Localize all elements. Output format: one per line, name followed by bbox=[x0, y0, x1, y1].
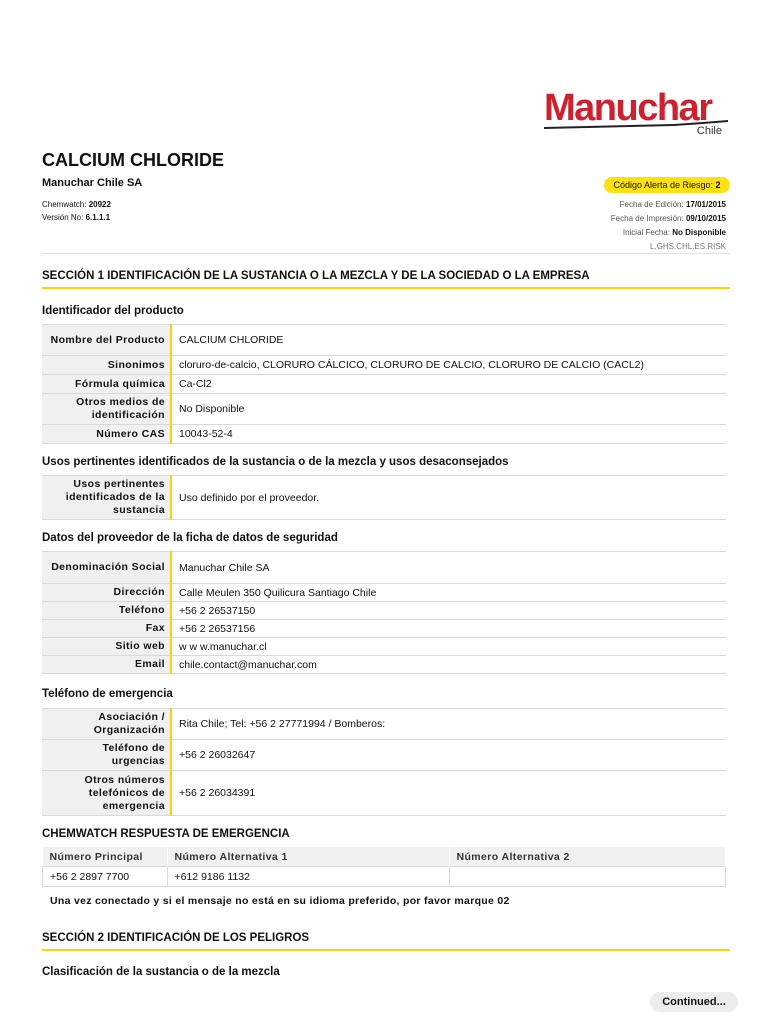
chemwatch-heading: CHEMWATCH RESPUESTA DE EMERGENCIA bbox=[42, 828, 290, 840]
row-key: Dirección bbox=[42, 584, 171, 602]
row-key: Número CAS bbox=[42, 425, 171, 444]
version-label: Versión No: bbox=[42, 213, 84, 222]
manuchar-logo bbox=[540, 88, 730, 142]
row-key: Teléfono bbox=[42, 602, 171, 620]
table-row bbox=[42, 620, 726, 638]
table-cell: +56 2 2897 7700 bbox=[43, 867, 168, 887]
emergency-phone-table bbox=[42, 708, 726, 816]
email-value[interactable]: chile.contact@manuchar.com bbox=[171, 656, 726, 674]
table-row bbox=[42, 425, 726, 444]
logo-text: Manuchar bbox=[544, 87, 712, 129]
website-value[interactable]: w w w.manuchar.cl bbox=[171, 638, 726, 656]
version-value: 6.1.1.1 bbox=[85, 213, 111, 222]
table-row bbox=[42, 356, 726, 375]
table-row bbox=[42, 584, 726, 602]
section-1-title: SECCIÓN 1 IDENTIFICACIÓN DE LA SUSTANCIA O LA MEZCLA Y DE LA SOCIEDAD O LA EMPRESA bbox=[42, 270, 590, 282]
row-key: Fax bbox=[42, 620, 171, 638]
row-key: Fórmula química bbox=[42, 375, 171, 394]
table-row bbox=[42, 325, 726, 356]
table-cell bbox=[449, 867, 726, 887]
edition-date-label: Fecha de Edición: bbox=[619, 200, 684, 209]
row-key: Email bbox=[42, 656, 171, 674]
row-value: CALCIUM CHLORIDE bbox=[171, 325, 726, 356]
document-dates bbox=[611, 198, 726, 254]
supplier-table bbox=[42, 551, 726, 674]
product-id-table bbox=[42, 324, 726, 444]
table-row bbox=[42, 740, 726, 771]
classification-heading: Clasificación de la sustancia o de la mezcla bbox=[42, 966, 280, 978]
column-header: Número Alternativa 2 bbox=[449, 847, 726, 867]
table-row bbox=[42, 552, 726, 584]
row-key: Sitio web bbox=[42, 638, 171, 656]
row-value: Rita Chile; Tel: +56 2 27771994 / Bomberos: bbox=[171, 709, 726, 740]
row-value: Manuchar Chile SA bbox=[171, 552, 726, 584]
chemwatch-value: 20922 bbox=[88, 200, 111, 209]
header-divider bbox=[42, 253, 730, 254]
row-key: Teléfono de urgencias bbox=[42, 740, 171, 771]
row-value: Uso definido por el proveedor. bbox=[171, 476, 726, 520]
document-reference: L.GHS.CHL.ES.RISK bbox=[649, 242, 726, 251]
emergency-phone-heading: Teléfono de emergencia bbox=[42, 688, 173, 700]
chemwatch-label: Chemwatch: bbox=[42, 200, 87, 209]
continued-badge: Continued... bbox=[650, 992, 738, 1012]
uses-heading: Usos pertinentes identificados de la sustancia o de la mezcla y usos desaconsejados bbox=[42, 456, 509, 468]
product-title: CALCIUM CHLORIDE bbox=[42, 150, 224, 170]
row-value: Ca-Cl2 bbox=[171, 375, 726, 394]
edition-date-value: 17/01/2015 bbox=[685, 200, 726, 209]
row-value: +56 2 26537150 bbox=[171, 602, 726, 620]
row-value: +56 2 26032647 bbox=[171, 740, 726, 771]
section-2-underline bbox=[42, 949, 730, 951]
row-value: 10043-52-4 bbox=[171, 425, 726, 444]
table-row bbox=[42, 771, 726, 816]
table-row bbox=[42, 602, 726, 620]
row-key: Usos pertinentes identificados de la sustancia bbox=[42, 476, 171, 520]
table-row bbox=[42, 375, 726, 394]
company-name: Manuchar Chile SA bbox=[42, 177, 143, 189]
print-date-label: Fecha de Impresión: bbox=[610, 214, 684, 223]
row-value: +56 2 26034391 bbox=[171, 771, 726, 816]
uses-table bbox=[42, 475, 726, 520]
table-row bbox=[42, 656, 726, 674]
row-value: Calle Meulen 350 Quilicura Santiago Chile bbox=[171, 584, 726, 602]
row-key: Denominación Social bbox=[42, 552, 171, 584]
initial-date-label: Inicial Fecha: bbox=[622, 228, 670, 237]
product-id-heading: Identificador del producto bbox=[42, 305, 184, 317]
risk-alert-badge bbox=[604, 177, 730, 193]
logo-subtitle: Chile bbox=[696, 125, 722, 137]
row-value: No Disponible bbox=[171, 394, 726, 425]
row-key: Otros medios de identificación bbox=[42, 394, 171, 425]
row-value: cloruro-de-calcio, CLORURO CÁLCICO, CLORURO DE CALCIO, CLORURO DE CALCIO (CACL2) bbox=[171, 356, 726, 375]
chemwatch-note: Una vez conectado y si el mensaje no está en su idioma preferido, por favor marque 02 bbox=[50, 895, 510, 907]
section-2-title: SECCIÓN 2 IDENTIFICACIÓN DE LOS PELIGROS bbox=[42, 932, 310, 944]
table-row bbox=[42, 394, 726, 425]
table-cell: +612 9186 1132 bbox=[167, 867, 449, 887]
initial-date-value: No Disponible bbox=[672, 228, 726, 237]
row-value: +56 2 26537156 bbox=[171, 620, 726, 638]
print-date-value: 09/10/2015 bbox=[685, 214, 726, 223]
row-key: Asociación / Organización bbox=[42, 709, 171, 740]
chemwatch-table bbox=[42, 847, 726, 887]
section-1-underline bbox=[42, 287, 730, 289]
row-key: Sinonimos bbox=[42, 356, 171, 375]
supplier-heading: Datos del proveedor de la ficha de datos de seguridad bbox=[42, 532, 338, 544]
table-row bbox=[42, 476, 726, 520]
document-ids bbox=[42, 198, 111, 224]
column-header: Número Principal bbox=[43, 847, 168, 867]
table-header-row bbox=[43, 847, 726, 867]
table-row bbox=[43, 867, 726, 887]
table-row bbox=[42, 638, 726, 656]
column-header: Número Alternativa 1 bbox=[167, 847, 449, 867]
row-key: Nombre del Producto bbox=[42, 325, 171, 356]
row-key: Otros números telefónicos de emergencia bbox=[42, 771, 171, 816]
risk-value: 2 bbox=[715, 180, 721, 190]
risk-label: Código Alerta de Riesgo: bbox=[613, 180, 714, 190]
table-row bbox=[42, 709, 726, 740]
